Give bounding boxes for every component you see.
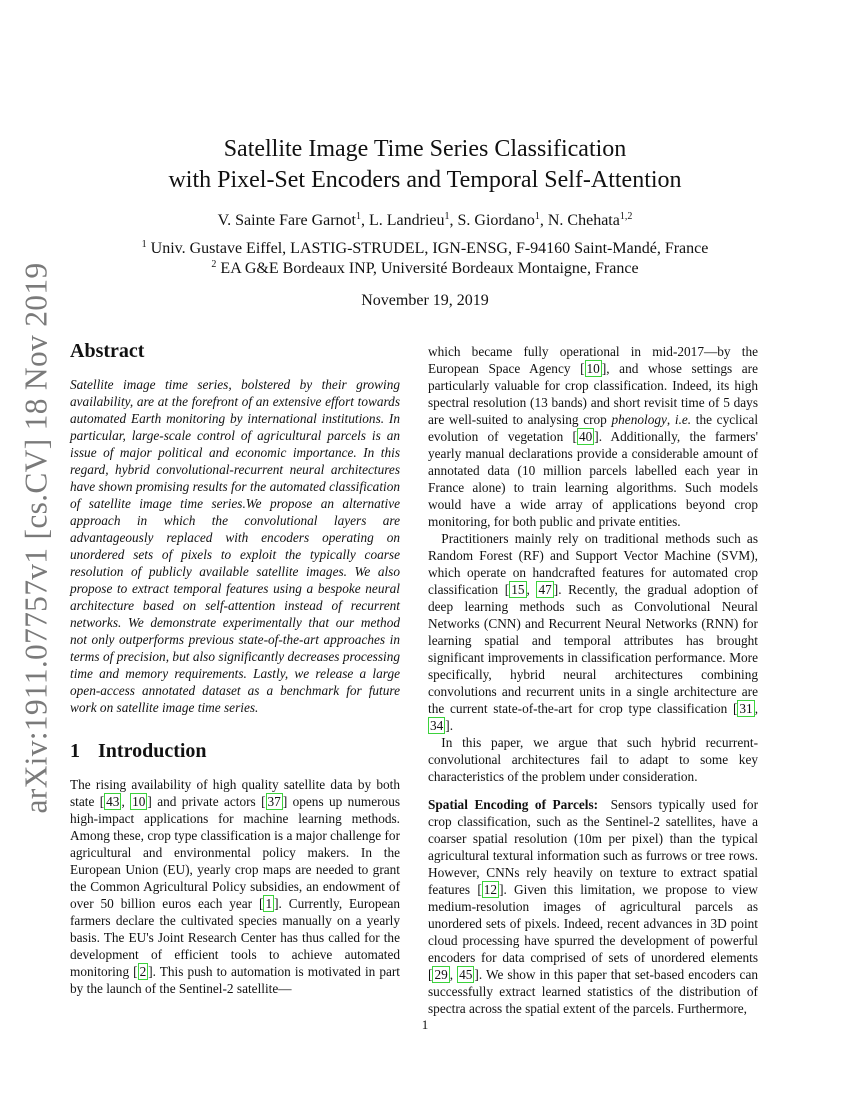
author-name: S. Giordano	[457, 212, 535, 229]
right-column	[428, 343, 758, 1017]
intro-paragraph-2: Practitioners mainly rely on traditional methods such as Random Forest (RF) and Support Vector Machine (SVM), which operate on handcrafted features for automated crop classification [ 15 , 47 ]. Recently, the gradual adoption of deep learning methods such as Convolutional Neural Networks (CNN) and Recurrent Neural Networks (RNN) for learning spatial and temporal attributes has brought significant improvements in classification performance. More specifically, hybrid neural architectures combining convolutions and recurrent units in a single architecture are the current state-of-the-art for crop type classification [ 31 , 34 ].	[428, 531, 759, 733]
publication-date: November 19, 2019	[361, 292, 489, 309]
arxiv-sidebar-stamp	[6, 262, 66, 813]
paragraph-run-in-heading: Spatial Encoding of Parcels:	[428, 797, 599, 812]
arxiv-id: arXiv:1911.07757v1 [cs.CV] 18 Nov 2019	[18, 262, 53, 813]
affiliation-list	[0, 239, 850, 279]
citation-link[interactable]: [ 1 ]	[259, 896, 279, 911]
citation-link[interactable]: [ 43 , 10 ]	[99, 794, 152, 809]
page-number: 1	[421, 1017, 429, 1032]
section-heading-introduction	[70, 738, 400, 764]
affiliation-mark: 1	[141, 239, 147, 250]
intro-paragraph-spatial-encoding: Spatial Encoding of Parcels: Sensors typically used for crop classification, such as the Sentinel-2 satellites, have a coarser spatial resolution (10m per pixel) than the typical agricultural textural information such as furrows or tree rows. However, CNNs rely heavily on texture to extract spatial features [ 12 ]. Given this limitation, we propose to view medium-resolution images of agricultural parcels as unordered sets of pixels. Indeed, recent advances in 3D point cloud processing have spurred the development of powerful encoders for data comprised of sets of unordered elements [ 29 , 45 ]. We show in this paper that set-based encoders can successfully extract learned statistics of the distribution of spectra across the spatial extent of the parcels. Furthermore,	[428, 797, 759, 1016]
affiliation-text: Univ. Gustave Eiffel, LASTIG-STRUDEL, IGN-ENSG, F-94160 Saint-Mandé, France	[150, 240, 709, 257]
affiliation-text: EA G&E Bordeaux INP, Université Bordeaux Montaigne, France	[220, 260, 639, 277]
author-affiliation-mark: 1	[534, 211, 540, 222]
citation-link[interactable]: [ 37 ]	[261, 794, 288, 809]
author-affiliation-mark: 1,2	[619, 211, 633, 222]
affiliation-item	[0, 259, 850, 279]
abstract-text: Satellite image time series, bolstered by their growing availability, are at the forefront of an extensive effort towards automated Earth monitoring by international institutions. In particular, large-scale control of agricultural parcels is an issue of major political and economic importance. In this regard, hybrid convolutional-recurrent neural architectures have shown promising results for the automated classification of satellite image time series.We propose an alternative approach in which the convolutional layers are advantageously replaced with encoders operating on unordered sets of pixels to exploit the typically coarse resolution of publicly available satellite images. We also propose to extract temporal features using a bespoke neural architecture based on self-attention instead of recurrent networks. We demonstrate experimentally that our method not only outperforms previous state-of-the-art approaches in terms of precision, but also significantly decreases processing time and memory requirements. Lastly, we release a large open-access annotated dataset as a benchmark for future work on satellite image time series.	[70, 377, 400, 715]
section-number: 1	[70, 740, 80, 762]
section-title: Introduction	[98, 740, 207, 762]
left-column	[70, 338, 400, 997]
author-name: N. Chehata	[547, 212, 620, 229]
author-list: V. Sainte Fare Garnot$^1$, L. Landrieu$^1$, S. Giordano$^1$, N. Chehata$^{1,2}$	[217, 211, 633, 229]
intro-paragraph-3: In this paper, we argue that such hybrid recurrent-convolutional architectures fail to adapt to some key characteristics of the problem under consideration.	[428, 735, 758, 784]
citation-link[interactable]: [ 12 ]	[477, 882, 504, 897]
paper-title	[0, 134, 850, 196]
citation-link[interactable]: [ 15 , 47 ]	[504, 582, 559, 597]
citation-link[interactable]: [ 40 ]	[572, 429, 599, 444]
citation-link[interactable]: [ 2 ]	[133, 964, 153, 979]
citation-link[interactable]: [ 31 , 34 ]	[430, 701, 759, 733]
affiliation-item	[0, 239, 850, 259]
abstract-heading: Abstract	[70, 340, 145, 362]
author-name: L. Landrieu	[369, 212, 445, 229]
author-affiliation-mark: 1	[356, 211, 361, 222]
intro-paragraph-1: The rising availability of high quality satellite data by both state [ 43 , 10 ] and private actors [ 37 ] opens up numerous high-impact applications for machine learning methods. Among these, crop type classification is a major challenge for agricultural and environmental policy makers. In the European Union (EU), yearly crop maps are needed to grant the Common Agricultural Policy subsidies, an endowment of over 50 billion euros each year [ 1 ]. Currently, European farmers declare the cultivated species manually on a yearly basis. The EU's Joint Research Center has thus called for the development of efficient tools to achieve automated monitoring [ 2 ]. This push to automation is motivated in part by the launch of the Sentinel-2 satellite—	[70, 777, 401, 996]
author-affiliation-mark: 1	[444, 211, 450, 222]
affiliation-mark: 2	[211, 259, 217, 270]
title-line-1: Satellite Image Time Series Classification	[223, 136, 627, 162]
citation-link[interactable]: [ 10 ]	[580, 361, 607, 376]
intro-paragraph-continued: which became fully operational in mid-2017—by the European Space Agency [ 10 ], and whose settings are particularly valuable for crop classification. Indeed, its high spectral resolution (13 bands) and short revisit time of 5 days are well-suited to analysing crop phenology, i.e. the cyclical evolution of vegetation [ 40 ]. Additionally, the farmers' yearly manual declarations provide a considerable amount of annotated data (10 million parcels labelled each year in France alone) to train learning algorithms. Such models would have a wide array of applications beyond crop monitoring, for both public and private entities.	[428, 344, 759, 529]
title-line-2: with Pixel-Set Encoders and Temporal Self-Attention	[168, 167, 682, 193]
citation-link[interactable]: [ 29 , 45 ]	[428, 967, 479, 982]
author-name: V. Sainte Fare Garnot	[217, 212, 356, 229]
